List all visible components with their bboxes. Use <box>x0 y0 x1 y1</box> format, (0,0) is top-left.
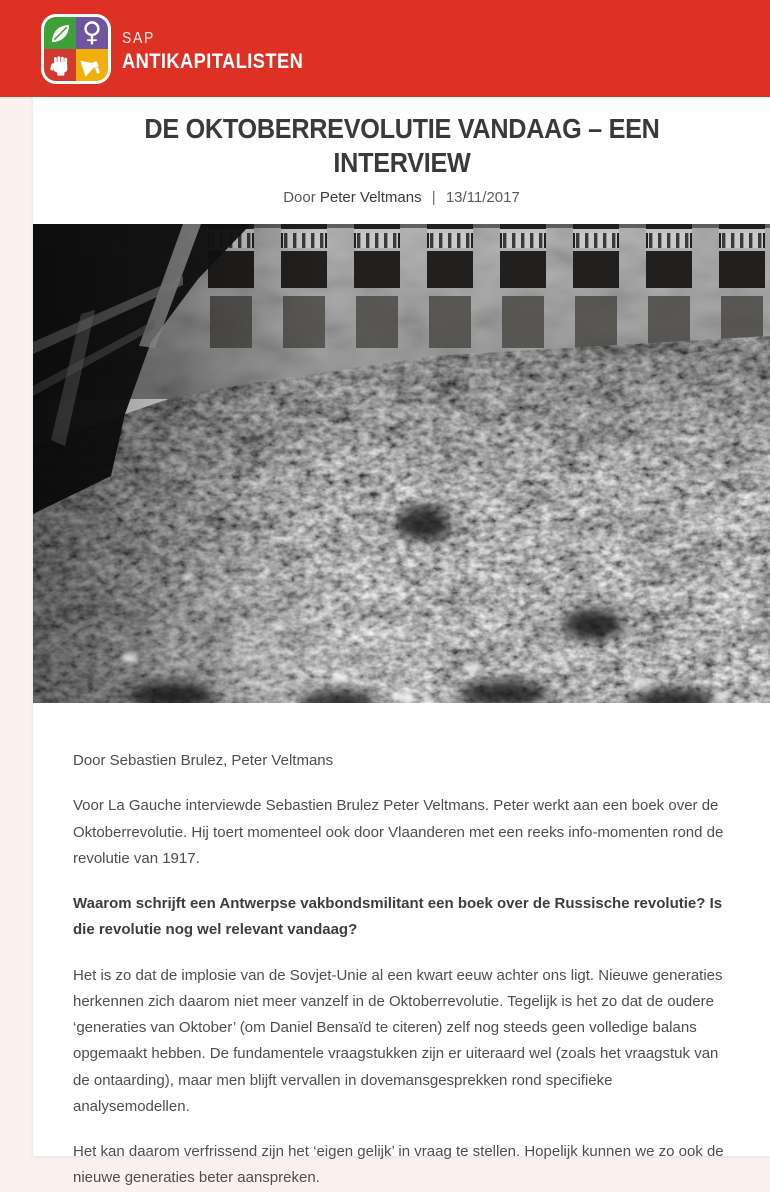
logo-quadrant-green <box>44 17 76 49</box>
venus-icon: ♀ <box>82 17 102 48</box>
article-hero-image <box>33 224 770 703</box>
site-brand-text[interactable] <box>122 30 303 74</box>
article-paragraph: Voor La Gauche interviewde Sebastien Brulez Peter Veltmans. Peter werkt aan een boek over de Oktoberrevolutie. Hij toert momenteel ook door Vlaanderen met een reeks info-momenten rond de revolutie van 1917. <box>73 797 724 867</box>
article-question-paragraph: Waarom schrijft een Antwerpse vakbondsmilitant een boek over de Russische revolutie? Is die revolutie nog wel relevant vandaag? <box>73 895 723 939</box>
fist-icon <box>47 52 74 79</box>
byline-prefix: Door <box>283 189 316 207</box>
byline-separator: | <box>431 189 436 207</box>
byline <box>33 189 770 206</box>
article-paragraph: Het kan daarom verfrissend zijn het ‘eigen gelijk’ in vraag te stellen. Hopelijk kunnen we zo ook de nieuwe generaties beter aanspreken. <box>73 1143 724 1187</box>
byline-author-link[interactable]: Peter Veltmans <box>319 189 422 207</box>
site-header <box>0 0 770 97</box>
article-body <box>33 703 770 1192</box>
article-title: DE OKTOBERREVOLUTIE VANDAAG – EEN INTERVIEW <box>143 113 660 178</box>
logo-quadrant-purple <box>76 17 108 49</box>
site-logo[interactable] <box>41 14 111 84</box>
article-paragraph: Het is zo dat de implosie van de Sovjet-Unie al een kwart eeuw achter ons ligt. Nieuwe generaties herkennen zich daarom niet meer vanzelf in de Oktoberrevolutie. Tegelijk is het zo dat de oudere ‘generaties van Oktober’ (om Daniel Bensaïd te citeren) zelf nog steeds geen volledige balans opgemaakt hebben. De fundamentele vraagstukken zijn er uiteraard wel (zoals het vraagstuk van de ontaarding), maar men blijft vervallen in dovemansgesprekken rond specifieke analysemodellen. <box>73 966 723 1115</box>
site-name-top: SAP <box>122 30 156 47</box>
leaf-icon <box>47 20 74 47</box>
byline-date: 13/11/2017 <box>445 189 520 207</box>
site-name-bottom: ANTIKAPITALISTEN <box>122 50 304 73</box>
logo-quadrant-yellow <box>76 49 108 81</box>
logo-grid <box>44 17 108 81</box>
article-paragraph: Door Sebastien Brulez, Peter Veltmans <box>73 752 334 770</box>
megaphone-icon <box>79 52 106 79</box>
content-card <box>33 97 770 1187</box>
logo-quadrant-red <box>44 49 76 81</box>
